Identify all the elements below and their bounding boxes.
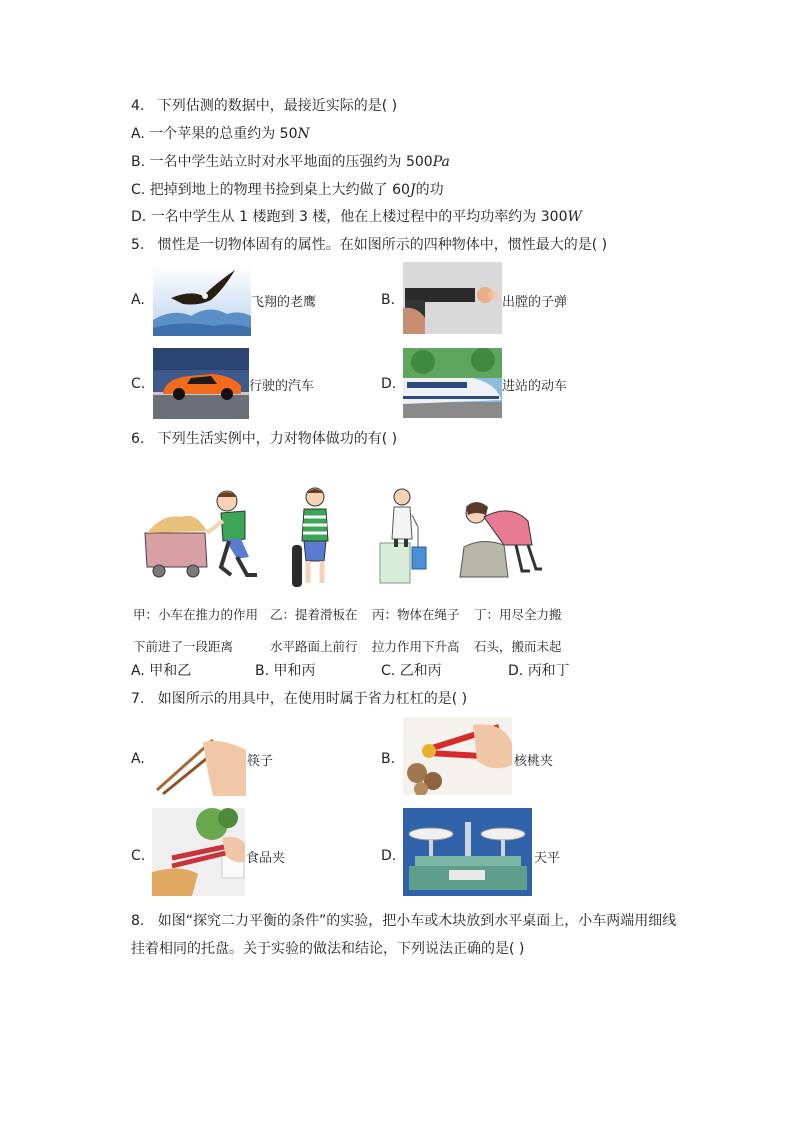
lift-stone-figure <box>456 493 542 581</box>
q6-option-a[interactable]: A. 甲和乙 <box>131 663 192 679</box>
q5-caption-d: 进站的动车 <box>502 379 568 394</box>
q7-option-c-letter[interactable]: C. <box>131 848 146 864</box>
q5-option-a-letter[interactable]: A. <box>131 292 145 308</box>
q5-caption-a: 飞翔的老鹰 <box>251 295 317 310</box>
q6-caption-jia-1: 甲：小车在推力的作用 <box>133 607 259 622</box>
q4-stem: 4. 下列估测的数据中，最接近实际的是( ) <box>131 98 398 114</box>
skateboard-carry-figure <box>290 485 340 589</box>
rope-lift-figure <box>376 487 432 587</box>
q7-stem: 7. 如图所示的用具中，在使用时属于省力杠杠的是( ) <box>131 691 468 707</box>
q4-option-a[interactable]: A. 一个苹果的总重约为 50N <box>131 126 310 142</box>
q6-caption-yi-1: 乙：提着滑板在 <box>270 607 358 622</box>
q6-option-d[interactable]: D. 丙和丁 <box>508 663 570 679</box>
gun-image <box>403 262 502 334</box>
food-tongs-image <box>152 808 245 896</box>
q6-caption-ding-1: 丁：用尽全力搬 <box>474 607 562 622</box>
q7-option-a-letter[interactable]: A. <box>131 751 145 767</box>
bullet-train-image <box>403 348 502 418</box>
q7-option-b-letter[interactable]: B. <box>381 751 396 767</box>
q6-option-b[interactable]: B. 甲和丙 <box>255 663 316 679</box>
race-car-image <box>153 348 249 419</box>
q6-caption-bing-2: 拉力作用下升高 <box>372 639 460 654</box>
chopsticks-image <box>153 720 246 796</box>
q5-caption-c: 行驶的汽车 <box>249 379 315 394</box>
q7-caption-a: 筷子 <box>247 754 274 769</box>
q6-caption-ding-2: 石头，搬而未起 <box>474 639 562 654</box>
q8-stem-line-2: 挂着相同的托盘。关于实验的做法和结论，下列说法正确的是( ) <box>131 941 525 957</box>
q6-option-c[interactable]: C. 乙和丙 <box>381 663 442 679</box>
q5-stem: 5. 惯性是一切物体固有的属性。在如图所示的四种物体中，惯性最大的是( ) <box>131 237 608 253</box>
eagle-image <box>153 264 251 336</box>
q6-caption-jia-2: 下前进了一段距离 <box>133 639 234 654</box>
q4-option-c[interactable]: C. 把掉到地上的物理书捡到桌上大约做了 60J的功 <box>131 182 444 198</box>
q7-caption-d: 天平 <box>534 851 561 866</box>
q8-stem-line-1: 8. 如图“探究二力平衡的条件”的实验，把小车或木块放到水平桌面上，小车两端用细线 <box>131 913 677 929</box>
q5-option-b-letter[interactable]: B. <box>381 292 396 308</box>
nutcracker-image <box>403 717 512 795</box>
q7-caption-c: 食品夹 <box>246 851 286 866</box>
q6-caption-yi-2: 水平路面上前行 <box>270 639 358 654</box>
q4-option-b[interactable]: B. 一名中学生站立时对水平地面的压强约为 500Pa <box>131 154 450 170</box>
push-cart-figure <box>141 487 275 582</box>
q7-option-d-letter[interactable]: D. <box>381 848 397 864</box>
balance-scale-image <box>403 808 532 896</box>
q4-option-d[interactable]: D. 一名中学生从 1 楼跑到 3 楼，他在上楼过程中的平均功率约为 300W <box>131 209 582 225</box>
q5-caption-b: 出膛的子弹 <box>502 295 568 310</box>
q6-stem: 6. 下列生活实例中，力对物体做功的有( ) <box>131 431 398 447</box>
q6-caption-bing-1: 丙：物体在绳子 <box>372 607 460 622</box>
q7-caption-b: 核桃夹 <box>514 754 554 769</box>
q5-option-c-letter[interactable]: C. <box>131 376 146 392</box>
q5-option-d-letter[interactable]: D. <box>381 376 397 392</box>
